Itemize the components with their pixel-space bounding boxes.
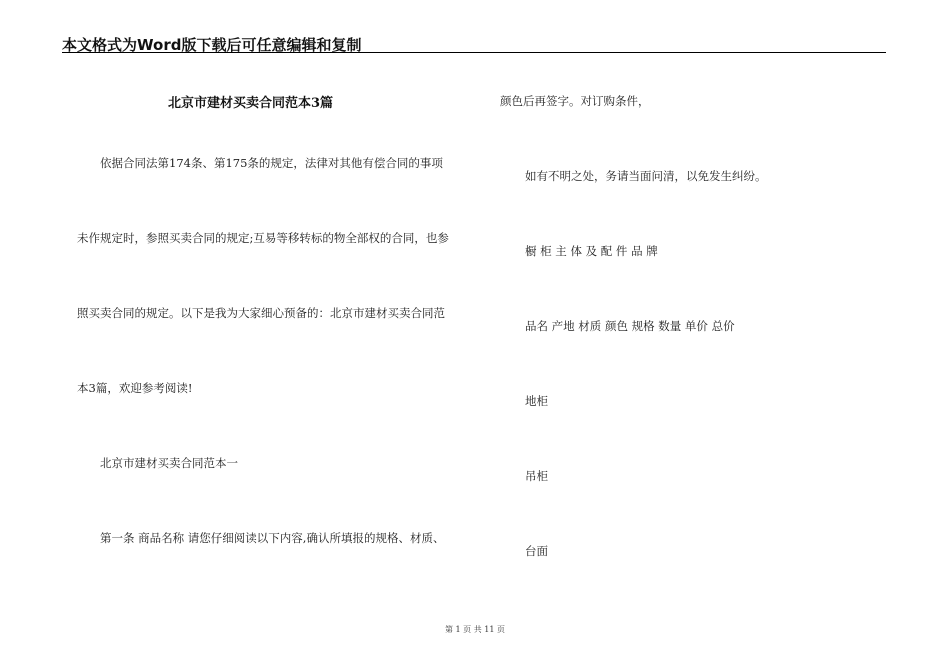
table-caption: 橱 柜 主 体 及 配 件 品 牌 — [525, 244, 658, 258]
document-title: 北京市建材买卖合同范本3篇 — [168, 96, 334, 111]
header-divider — [62, 52, 886, 53]
body-line: 未作规定时，参照买卖合同的规定;互易等移转标的物全部权的合同，也参 — [77, 231, 449, 245]
document-banner: 本文格式为Word版下载后可任意编辑和复制 — [62, 36, 362, 54]
body-line: 照买卖合同的规定。以下是我为大家细心预备的：北京市建材买卖合同范 — [77, 306, 445, 320]
body-line: 颜色后再签字。对订购条件， — [500, 94, 650, 108]
body-line: 如有不明之处，务请当面问清，以免发生纠纷。 — [525, 169, 767, 183]
table-row: 台面 — [525, 544, 548, 558]
body-line: 依据合同法第174条、第175条的规定，法律对其他有偿合同的事项 — [100, 156, 443, 170]
table-header-row: 品名 产地 材质 颜色 规格 数量 单价 总价 — [525, 319, 735, 333]
table-row: 吊柜 — [525, 469, 548, 483]
body-line: 本3篇，欢迎参考阅读! — [77, 381, 193, 395]
table-row: 地柜 — [525, 394, 548, 408]
page-number: 第 1 页 共 11 页 — [445, 625, 505, 634]
body-line: 第一条 商品名称 请您仔细阅读以下内容,确认所填报的规格、材质、 — [100, 531, 445, 545]
section-heading: 北京市建材买卖合同范本一 — [100, 456, 238, 470]
